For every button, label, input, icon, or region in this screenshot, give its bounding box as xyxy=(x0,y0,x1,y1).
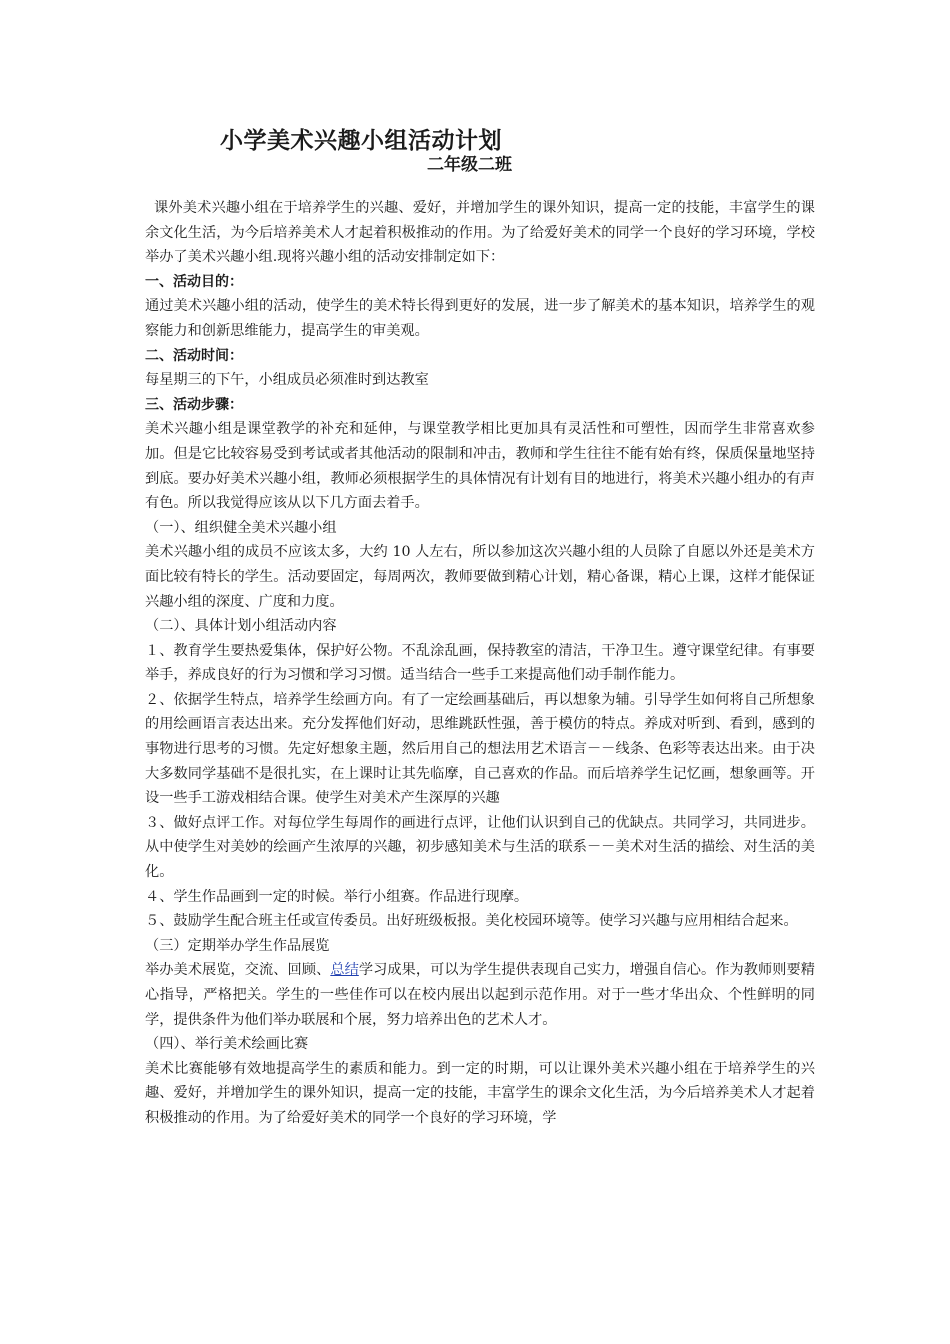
subsection-heading-exhibition: （三）定期举办学生作品展览 xyxy=(145,937,330,954)
section-heading-steps: 三、活动步骤： xyxy=(145,396,243,413)
exhibition-text-start: 举办美术展览，交流、回顾、 xyxy=(145,962,331,979)
section-heading-purpose: 一、活动目的： xyxy=(145,273,243,290)
plan-item-3: ３、做好点评工作。对每位学生每周作的画进行点评，让他们认识到自己的优缺点。共同学习，共同进步。从中使学生对美妙的绘画产生浓厚的兴趣，初步感知美术与生活的联系－－美术对生活的描绘、对生活的美化。 xyxy=(145,814,815,881)
intro-paragraph: 课外美术兴趣小组在于培养学生的兴趣、爱好，并增加学生的课外知识，提高一定的技能，丰富学生的课余文化生活，为今后培养美术人才起着积极推动的作用。为了给爱好美术的同学一个良好的学习环境，学校举办了美术兴趣小组.现将兴趣小组的活动安排制定如下： xyxy=(145,200,815,266)
plan-item-4: ４、学生作品画到一定的时候。举行小组赛。作品进行现摩。 xyxy=(145,888,529,905)
plan-item-1: １、教育学生要热爱集体，保护好公物。不乱涂乱画，保持教室的清洁，干净卫生。遵守课堂纪律。有事要举手，养成良好的行为习惯和学习习惯。适当结合一些手工来提高他们动手制作能力。 xyxy=(145,642,815,684)
document-subtitle: 二年级二班 xyxy=(427,155,512,175)
organize-paragraph: 美术兴趣小组的成员不应该太多，大约 10 人左右，所以参加这次兴趣小组的人员除了自愿以外还是美术方面比较有特长的学生。活动要固定，每周两次，教师要做到精心计划，精心备课，精心上课，这样才能保证兴趣小组的深度、广度和力度。 xyxy=(145,544,815,610)
purpose-paragraph: 通过美术兴趣小组的活动，使学生的美术特长得到更好的发展，进一步了解美术的基本知识，培养学生的观察能力和创新思维能力，提高学生的审美观。 xyxy=(145,298,815,339)
exhibition-paragraph xyxy=(145,958,815,1032)
steps-paragraph: 美术兴趣小组是课堂教学的补充和延伸，与课堂教学相比更加具有灵活性和可塑性，因而学生非常喜欢参加。但是它比较容易受到考试或者其他活动的限制和冲击，教师和学生往往不能有始有终，保质保量地坚持到底。要办好美术兴趣小组，教师必须根据学生的具体情况有计划有目的地进行，将美术兴趣小组办的有声有色。所以我觉得应该从以下几方面去着手。 xyxy=(145,421,815,512)
summary-link[interactable]: 总结 xyxy=(330,962,359,979)
exhibition-text-end: 学习成果，可以为学生提供表现自己实力，增强自信心。作为教师则要精心指导，严格把关。学生的一些佳作可以在校内展出以起到示范作用。对于一些才华出众、个性鲜明的同学，提供条件为他们举办联展和个展，努力培养出色的艺术人才。 xyxy=(145,962,815,1028)
competition-paragraph: 美术比赛能够有效地提高学生的素质和能力。到一定的时期，可以让课外美术兴趣小组在于培养学生的兴趣、爱好，并增加学生的课外知识，提高一定的技能，丰富学生的课余文化生活，为今后培养美术人才起着积极推动的作用。为了给爱好美术的同学一个良好的学习环境，学 xyxy=(145,1060,815,1126)
document-title: 小学美术兴趣小组活动计划 xyxy=(220,128,502,154)
plan-item-5: ５、鼓励学生配合班主任或宣传委员。出好班级板报。美化校园环境等。使学习兴趣与应用相结合起来。 xyxy=(145,913,798,930)
time-paragraph: 每星期三的下午，小组成员必须准时到达教室 xyxy=(145,372,429,389)
subsection-heading-organize: （一）、组织健全美术兴趣小组 xyxy=(145,519,337,536)
subsection-heading-competition: （四）、举行美术绘画比赛 xyxy=(145,1036,309,1053)
subsection-heading-plan: （二）、具体计划小组活动内容 xyxy=(145,618,337,635)
document-body xyxy=(145,196,815,1131)
plan-item-2: ２、依据学生特点，培养学生绘画方向。有了一定绘画基础后，再以想象为辅。引导学生如何将自己所想象的用绘画语言表达出来。充分发挥他们好动，思维跳跃性强，善于模仿的特点。养成对听到、看到，感到的事物进行思考的习惯。先定好想象主题，然后用自己的想法用艺术语言－－线条、色彩等表达出来。由于决大多数同学基础不是很扎实，在上课时让其先临摩，自己喜欢的作品。而后培养学生记忆画，想象画等。开设一些手工游戏相结合课。使学生对美术产生深厚的兴趣 xyxy=(145,691,815,807)
section-heading-time: 二、活动时间： xyxy=(145,347,243,364)
